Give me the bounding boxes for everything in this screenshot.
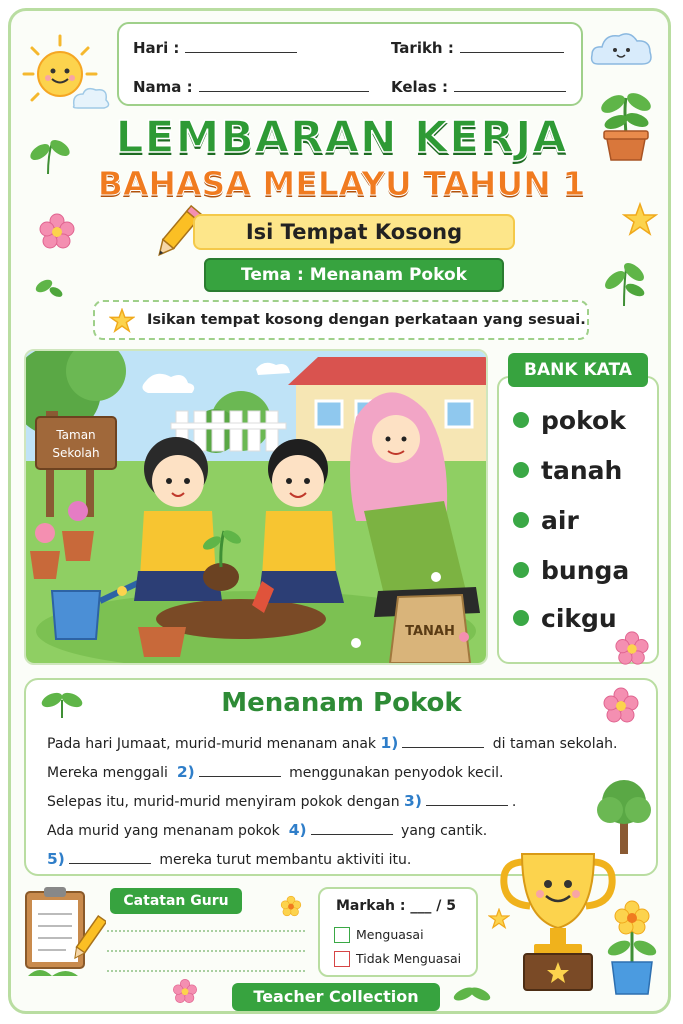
worksheet-subtitle: Isi Tempat Kosong <box>193 214 515 250</box>
catatan-line[interactable] <box>107 930 305 932</box>
nama-field[interactable] <box>199 77 369 92</box>
word-bank-item[interactable]: pokok <box>513 406 626 435</box>
sun-icon <box>18 32 113 112</box>
tarikh-field[interactable] <box>460 38 564 53</box>
star-icon <box>622 202 658 238</box>
passage-line-3: Selepas itu, murid-murid menyiram pokok dengan 3) . <box>47 792 517 810</box>
markah-box <box>318 887 478 977</box>
leaf-icon <box>452 980 492 1008</box>
catatan-line[interactable] <box>107 950 305 952</box>
cloud-icon <box>590 28 654 70</box>
worksheet-title: LEMBARAN KERJA <box>115 112 568 163</box>
blank-5[interactable] <box>69 851 151 864</box>
word-bank-item[interactable]: tanah <box>513 456 622 485</box>
leaf-icon <box>34 272 64 302</box>
hari-label: Hari : <box>133 39 180 57</box>
word-bank-title: BANK KATA <box>508 353 648 387</box>
flower-icon <box>614 630 650 666</box>
menguasai-option[interactable]: Menguasai <box>334 927 424 944</box>
teacher-collection-label: Teacher Collection <box>232 983 440 1011</box>
instruction-box <box>93 300 589 340</box>
tarikh-label: Tarikh : <box>391 39 454 57</box>
sign-text-1: Taman <box>56 428 96 442</box>
worksheet-subject: BAHASA MELAYU TAHUN 1 <box>97 164 586 203</box>
word-bank <box>497 376 659 664</box>
hari-field[interactable] <box>185 38 297 53</box>
passage-line-5: 5) mereka turut membantu aktiviti itu. <box>47 850 412 868</box>
gardening-illustration <box>24 349 488 665</box>
word-bank-item[interactable]: bunga <box>513 556 629 585</box>
tidak-menguasai-checkbox[interactable] <box>334 951 350 967</box>
star-icon <box>109 308 135 334</box>
word-bank-item[interactable]: air <box>513 506 579 535</box>
star-icon <box>488 908 510 930</box>
passage-line-2: Mereka menggali 2) menggunakan penyodok kecil. <box>47 763 504 781</box>
blank-1[interactable] <box>402 735 484 748</box>
markah-label: Markah : ___ / 5 <box>336 898 456 914</box>
clipboard-icon <box>20 884 106 980</box>
word-bank-item[interactable]: cikgu <box>513 604 617 633</box>
catatan-guru-label: Catatan Guru <box>110 888 242 914</box>
flower-icon <box>280 895 302 917</box>
passage-line-1: Pada hari Jumaat, murid-murid menanam anak 1) di taman sekolah. <box>47 734 618 752</box>
kelas-field[interactable] <box>454 77 566 92</box>
tree-icon <box>594 774 654 856</box>
menguasai-checkbox[interactable] <box>334 927 350 943</box>
trophy-icon <box>494 846 622 996</box>
blank-4[interactable] <box>311 822 393 835</box>
catatan-line[interactable] <box>107 970 305 972</box>
kelas-label: Kelas : <box>391 78 448 96</box>
passage-line-4: Ada murid yang menanam pokok 4) yang cantik. <box>47 821 488 839</box>
blank-3[interactable] <box>426 793 508 806</box>
theme-label: Tema : Menanam Pokok <box>204 258 504 292</box>
potted-plant-icon <box>604 900 660 996</box>
leaf-icon <box>600 256 648 308</box>
blank-2[interactable] <box>199 764 281 777</box>
tidak-menguasai-option[interactable]: Tidak Menguasai <box>334 951 461 968</box>
flower-icon <box>172 978 198 1004</box>
sign-text-2: Sekolah <box>52 446 100 460</box>
instruction-text: Isikan tempat kosong dengan perkataan yang sesuai. <box>147 312 586 328</box>
passage-title: Menanam Pokok <box>221 688 462 718</box>
flower-icon <box>38 212 76 250</box>
sack-label: TANAH <box>405 624 455 639</box>
garden-scene <box>26 351 486 663</box>
student-info-box <box>117 22 583 106</box>
nama-label: Nama : <box>133 78 193 96</box>
